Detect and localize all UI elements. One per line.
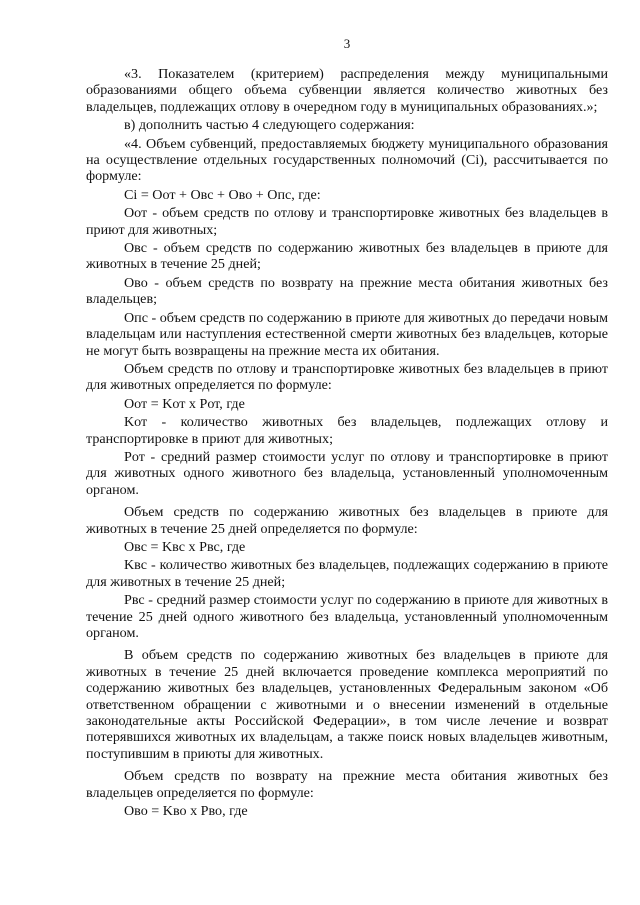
paragraph-capture-volume: Объем средств по отлову и транспортировке животных без владельцев в приют для животных определяется по формуле: <box>86 360 608 394</box>
definition-k-vs: Kвс - количество животных без владельцев, подлежащих содержанию в приюте для животных в течение 25 дней; <box>86 557 608 590</box>
formula-o-ot: Oот = Kот x Pот, где <box>124 395 245 412</box>
paragraph-keeping-measures: В объем средств по содержанию животных без владельцев в приюте для животных в течение 25 дней включается проведение комплекса мероприятий по содержанию животных без владельцев, установленных Федеральным законом «Об ответственном обращении с животными и о внесении изменений в отдельные законодательные акты Российской Федерации», в том числе лечение и возврат потерявшихся животных их владельцам, а также поиск новых владельцев животным, поступившим в приюты для животных. <box>86 647 608 762</box>
formula-total: Ci = Oот + Oвс + Oво + Oпс, где: <box>124 186 321 203</box>
definition-o-ps: Oпс - объем средств по содержанию в приюте для животных до передачи новым владельцам или наступления естественной смерти животных без владельцев, которые не могут быть возвращены на прежние места их обитания. <box>86 309 608 359</box>
definition-p-vs: Pвс - средний размер стоимости услуг по содержанию в приюте для животных в течение 25 дней одного животного без владельца, установленный уполномоченным органом. <box>86 592 608 641</box>
definition-o-vo: Oво - объем средств по возврату на прежние места обитания животных без владельцев; <box>86 274 608 308</box>
definition-o-vs: Oвс - объем средств по содержанию животных без владельцев в приюте для животных в течение 25 дней; <box>86 240 608 273</box>
definition-o-ot: Oот - объем средств по отлову и транспортировке животных без владельцев в приют для животных; <box>86 205 608 238</box>
page-number: 3 <box>343 36 351 51</box>
definition-p-ot: Pот - средний размер стоимости услуг по отлову и транспортировке в приют для животных одного животного без владельца, установленный уполномоченным органом. <box>86 448 608 498</box>
paragraph-criterion: «3. Показателем (критерием) распределения между муниципальными образованиями общего объема субвенции является количество животных без владельцев, подлежащих отлову в очередном году в муниципальных образованиях.»; <box>86 66 608 115</box>
paragraph-amendment: в) дополнить частью 4 следующего содержания: <box>124 117 415 134</box>
formula-o-vs: Oвс = Kвс x Pвс, где <box>124 538 246 555</box>
paragraph-part-4: «4. Объем субвенций, предоставляемых бюджету муниципального образования на осуществление отдельных государственных полномочий (Ci), рассчитывается по формуле: <box>86 135 608 185</box>
definition-k-ot: Kот - количество животных без владельцев, подлежащих отлову и транспортировке в приют для животных; <box>86 414 608 447</box>
paragraph-return-volume: Объем средств по возврату на прежние места обитания животных без владельцев определяется по формуле: <box>86 768 608 801</box>
document-body <box>86 66 608 819</box>
formula-o-vo: Oво = Kво x Pво, где <box>124 803 248 820</box>
paragraph-keeping-volume: Объем средств по содержанию животных без владельцев в приюте для животных в течение 25 дней определяется по формуле: <box>86 504 608 537</box>
